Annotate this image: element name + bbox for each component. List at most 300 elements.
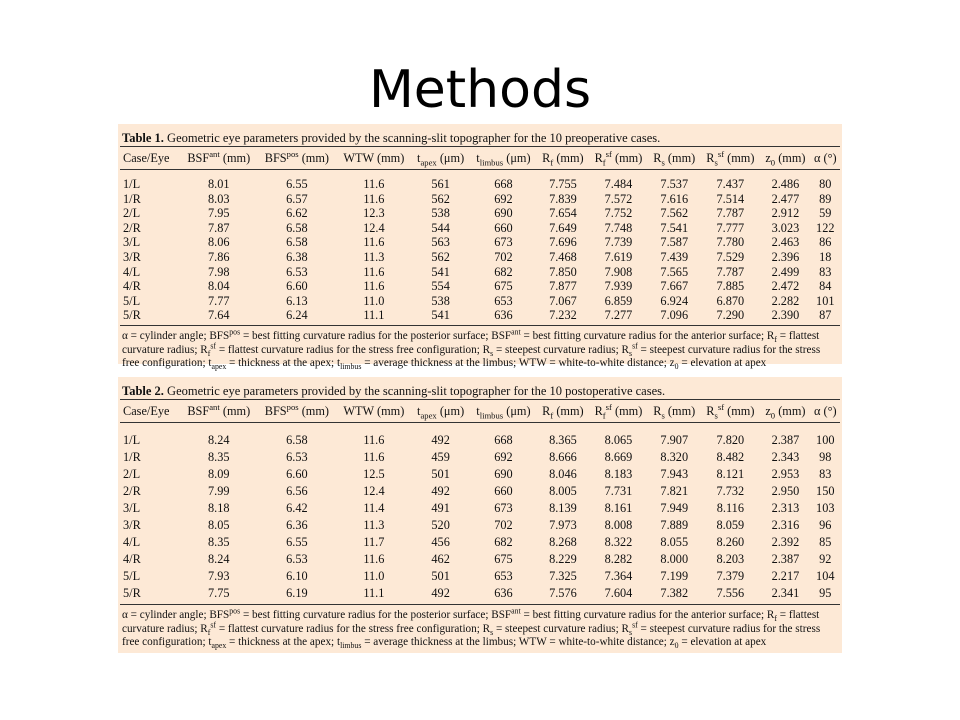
footnote-text: limbus — [340, 362, 362, 372]
table-row — [120, 534, 840, 551]
table-cell: 7.529 — [716, 249, 745, 264]
table-cell: 673 — [494, 235, 513, 250]
table-row — [120, 221, 840, 236]
table-row — [120, 192, 840, 207]
table-cell: 7.889 — [660, 518, 689, 532]
table-cell: 12.5 — [363, 467, 385, 481]
table-cell: 2.387 — [771, 552, 800, 566]
column-header-sup: sf — [605, 148, 612, 159]
footnote-text: sf — [632, 619, 638, 629]
table-cell: 6.38 — [286, 249, 308, 264]
table-cell: 6.36 — [286, 518, 308, 532]
table-cell: 7.75 — [180, 585, 257, 605]
table-cell: 11.6 — [363, 450, 385, 464]
table-cell: 2/R — [123, 220, 141, 235]
footnote-text: = flattest curvature radius; R — [122, 329, 820, 356]
table-cell: 7.98 — [207, 264, 230, 279]
table-cell: 7.437 — [716, 177, 745, 191]
table-cell: 11.7 — [363, 535, 385, 549]
column-header-base: t — [417, 151, 421, 165]
column-header-base: z — [765, 404, 771, 418]
column-header-sup: ant — [209, 401, 220, 412]
column-header — [336, 400, 411, 423]
table-cell: 12.3 — [363, 206, 385, 221]
column-header-unit: (μm) — [439, 404, 465, 418]
column-header-base: BSF — [187, 404, 210, 418]
footnote-text: apex — [211, 362, 227, 372]
table-cell: 80 — [819, 177, 832, 191]
table-cell: 2.912 — [771, 206, 800, 221]
column-header — [257, 147, 336, 170]
column-header-sub: s — [661, 157, 665, 168]
table-cell: 7.850 — [549, 264, 577, 279]
table-row — [120, 279, 840, 294]
table-cell: 8.24 — [207, 433, 230, 447]
table-cell: 7.739 — [604, 235, 633, 250]
table-caption-text: Geometric eye parameters provided by the scanning-slit topographer for the 10 postoperative cases. — [167, 384, 666, 398]
footnote-text: = flattest curvature radius for the stress free configuration; R — [216, 343, 491, 356]
table-cell: 7.649 — [549, 220, 577, 235]
table-cell: 653 — [494, 569, 513, 583]
table-cell: 83 — [819, 467, 832, 481]
table-row — [120, 449, 840, 466]
table-cell: 7.943 — [660, 467, 689, 481]
table-cell: 8.229 — [549, 552, 577, 566]
table-row — [120, 235, 840, 250]
table-cell: 6.859 — [604, 293, 633, 308]
table-row — [120, 500, 840, 517]
column-header-base: t — [476, 151, 480, 165]
table-cell: 11.6 — [363, 177, 385, 191]
table-cell: 1/R — [123, 450, 141, 464]
footnote-text: ant — [511, 606, 521, 616]
table-cell: 7.93 — [207, 569, 230, 583]
table-cell: 8.116 — [716, 501, 744, 515]
column-header — [760, 400, 810, 423]
table-cell: 7.325 — [549, 569, 577, 583]
column-header — [470, 400, 537, 423]
table-cell: 702 — [494, 249, 513, 264]
table-cell: 7.468 — [549, 249, 577, 264]
column-header-base: WTW (mm) — [343, 404, 405, 418]
table-cell: 11.6 — [363, 433, 385, 447]
table-cell: 11.1 — [336, 585, 411, 605]
table-cell: 7.877 — [549, 279, 577, 294]
table-cell: 2.953 — [771, 467, 800, 481]
table-cell: 702 — [494, 518, 513, 532]
table-row — [120, 585, 840, 605]
footnote-text: = steepest curvature radius for the stress free configuration; t — [122, 343, 821, 370]
table-cell: 660 — [494, 220, 513, 235]
table-cell: 3/R — [123, 249, 141, 264]
table-cell: 7.232 — [537, 308, 589, 325]
column-header-unit: (mm) — [667, 404, 696, 418]
table-cell: 538 — [431, 206, 450, 221]
table-cell: 492 — [431, 484, 450, 498]
table-cell: 492 — [411, 585, 470, 605]
column-header-base: R — [706, 151, 715, 165]
footnote-text: f — [207, 348, 211, 358]
table-cell: 8.320 — [660, 450, 689, 464]
table-cell: 8.000 — [660, 552, 689, 566]
footnote-text: sf — [210, 340, 217, 350]
table-cell: 7.654 — [549, 206, 577, 221]
column-header — [411, 147, 470, 170]
table-cell: 7.907 — [660, 433, 689, 447]
table-cell: 7.562 — [660, 206, 689, 221]
table-cell: 6.55 — [286, 177, 308, 191]
table-cell: 8.05 — [207, 518, 230, 532]
column-header — [589, 147, 648, 170]
column-header-base: BFS — [264, 151, 287, 165]
table-cell: 6.60 — [286, 467, 308, 481]
column-header-sub: 0 — [770, 157, 776, 168]
table-cell: 6.55 — [286, 535, 308, 549]
table-cell: 2.341 — [760, 585, 810, 605]
table-cell: 2/R — [123, 484, 141, 498]
table-cell: 11.4 — [363, 501, 385, 515]
column-header-unit: (mm) — [667, 151, 696, 165]
table-row — [120, 483, 840, 500]
column-header-unit: (mm) — [301, 151, 330, 165]
column-header-sub: limbus — [479, 410, 504, 421]
column-header-base: Case/Eye — [123, 151, 170, 165]
table-row — [120, 466, 840, 483]
table-cell: 7.604 — [589, 585, 648, 605]
column-header-base: R — [653, 404, 662, 418]
table-cell: 7.752 — [604, 206, 633, 221]
table-cell: 6.53 — [286, 552, 308, 566]
table-cell: 7.290 — [700, 308, 760, 325]
table-cell: 7.067 — [549, 293, 577, 308]
table-cell: 554 — [431, 279, 450, 294]
table-cell: 6.24 — [257, 308, 336, 325]
table-cell: 11.0 — [363, 293, 385, 308]
table-cell: 8.01 — [207, 177, 230, 191]
table-cell: 456 — [431, 535, 450, 549]
table-cell: 7.439 — [660, 249, 689, 264]
column-header-unit: (mm) — [614, 404, 643, 418]
table-row — [120, 308, 840, 325]
table-cell: 8.669 — [604, 450, 633, 464]
table-cell: 11.3 — [363, 518, 385, 532]
table-cell: 6.13 — [286, 293, 308, 308]
table-cell: 6.42 — [286, 501, 308, 515]
table-cell: 8.09 — [207, 467, 230, 481]
table-cell: 7.885 — [716, 279, 745, 294]
table-cell: 7.95 — [207, 206, 230, 221]
table-cell: 8.260 — [716, 535, 745, 549]
table-cell: 7.87 — [207, 220, 230, 235]
table-row — [120, 170, 840, 192]
table-cell: 11.0 — [363, 569, 385, 583]
table-cell: 2.486 — [771, 177, 800, 191]
table-cell: 8.03 — [207, 191, 230, 206]
table-cell: 8.282 — [604, 552, 633, 566]
table-footnote — [118, 605, 842, 650]
table-cell: 692 — [494, 191, 513, 206]
table-cell: 7.755 — [549, 177, 577, 191]
column-header-sub: s — [661, 410, 665, 421]
table-cell: 6.870 — [716, 293, 745, 308]
parameters-table — [120, 147, 840, 326]
table-cell: 18 — [819, 249, 832, 264]
column-header-sub: f — [602, 410, 606, 421]
table-cell: 7.820 — [716, 433, 745, 447]
table-cell: 95 — [811, 585, 840, 605]
table-cell: 690 — [494, 206, 513, 221]
column-header — [336, 147, 411, 170]
table-cell: 675 — [494, 279, 513, 294]
footnote-text: s — [629, 627, 633, 637]
table-cell: 84 — [819, 279, 832, 294]
column-header — [120, 400, 180, 423]
column-header — [811, 400, 840, 423]
table-cell: 2.499 — [771, 264, 800, 279]
table-cell: 636 — [470, 308, 537, 325]
table-cell: 7.576 — [537, 585, 589, 605]
column-header-sup: sf — [717, 148, 725, 159]
table-cell: 8.055 — [660, 535, 689, 549]
footnote-text: sf — [210, 619, 217, 629]
column-header — [180, 147, 257, 170]
table-cell: 8.365 — [549, 433, 577, 447]
table-cell: 491 — [431, 501, 450, 515]
table-cell: 2/L — [123, 206, 141, 221]
table-cell: 562 — [431, 249, 450, 264]
table-row — [120, 294, 840, 309]
table-cell: 85 — [819, 535, 832, 549]
table-label: Table 1. — [122, 131, 164, 145]
table-cell: 682 — [494, 264, 513, 279]
column-header — [589, 400, 648, 423]
table-cell: 541 — [431, 264, 450, 279]
table-row — [120, 568, 840, 585]
table-cell: 92 — [819, 552, 832, 566]
table-cell: 8.005 — [549, 484, 577, 498]
column-header — [648, 147, 700, 170]
table-cell: 7.780 — [716, 235, 745, 250]
table-cell: 1/R — [123, 191, 141, 206]
footnote-text: limbus — [340, 641, 362, 651]
table-cell: 7.787 — [716, 206, 745, 221]
table-cell: 690 — [494, 467, 513, 481]
table-cell: 100 — [816, 433, 835, 447]
column-header-base: α (°) — [813, 404, 837, 418]
column-header-unit: (mm) — [778, 404, 806, 418]
table-cell: 11.6 — [363, 279, 385, 294]
column-header-unit: (mm) — [614, 151, 643, 165]
footnote-text: = flattest curvature radius; R — [122, 609, 820, 635]
table-cell: 101 — [816, 293, 835, 308]
table-cell: 1/L — [123, 433, 141, 447]
table-cell: 8.482 — [716, 450, 745, 464]
table-row — [120, 265, 840, 280]
table-cell: 6.60 — [286, 279, 308, 294]
table-row — [120, 250, 840, 265]
column-header-sub: apex — [420, 157, 437, 168]
footnote-text: pos — [229, 606, 241, 616]
column-header — [648, 400, 700, 423]
footnote-text: = average thickness at the limbus; WTW = white-to-white distance; z — [361, 636, 675, 649]
column-header — [700, 400, 760, 423]
column-header-sub: f — [550, 157, 554, 168]
column-header-unit: (mm) — [556, 151, 584, 165]
table-cell: 7.616 — [660, 191, 689, 206]
table-cell: 7.787 — [716, 264, 745, 279]
table-1-panel — [118, 124, 842, 372]
column-header-unit: (mm) — [727, 151, 755, 165]
column-header-base: R — [542, 151, 551, 165]
table-cell: 3/R — [123, 518, 141, 532]
footnote-text: = steepest curvature radius; R — [493, 343, 630, 356]
table-cell: 11.6 — [363, 191, 385, 206]
table-caption-text: Geometric eye parameters provided by the scanning-slit topographer for the 10 preoperative cases. — [167, 131, 661, 145]
table-row — [120, 423, 840, 450]
footnote-text: f — [207, 627, 211, 637]
table-cell: 150 — [816, 484, 835, 498]
table-cell: 2.396 — [771, 249, 800, 264]
table-cell: 83 — [819, 264, 832, 279]
column-header-unit: (mm) — [222, 404, 251, 418]
footnote-text: s — [490, 627, 494, 637]
table-cell: 541 — [411, 308, 470, 325]
table-cell: 7.199 — [660, 569, 689, 583]
column-header — [257, 400, 336, 423]
footnote-text: = best fitting curvature radius for the posterior surface; BSF — [240, 329, 512, 342]
table-cell: 563 — [431, 235, 450, 250]
table-cell: 668 — [494, 177, 513, 191]
footnote-text: s — [629, 348, 633, 358]
table-cell: 8.183 — [604, 467, 633, 481]
footnote-text: 0 — [674, 362, 679, 372]
table-cell: 1/L — [123, 177, 141, 191]
footnote-text: = best fitting curvature radius for the anterior surface; R — [520, 609, 775, 621]
table-cell: 2/L — [123, 467, 141, 481]
parameters-table — [120, 400, 840, 605]
table-cell: 8.046 — [549, 467, 577, 481]
column-header-unit: (μm) — [506, 404, 531, 418]
table-cell: 7.572 — [604, 191, 633, 206]
column-header-base: Case/Eye — [123, 404, 170, 418]
table-cell: 2.313 — [771, 501, 800, 515]
table-cell: 7.949 — [660, 501, 689, 515]
table-cell: 7.667 — [660, 279, 689, 294]
column-header-sub: f — [602, 157, 606, 168]
footnote-text: sf — [632, 340, 638, 350]
table-cell: 636 — [470, 585, 537, 605]
table-cell: 103 — [816, 501, 835, 515]
column-header — [537, 400, 589, 423]
column-header-base: R — [706, 404, 715, 418]
column-header-sub: s — [714, 157, 718, 168]
column-header-sub: limbus — [479, 157, 504, 168]
table-cell: 12.4 — [363, 220, 385, 235]
table-caption — [118, 124, 842, 146]
column-header-sup: ant — [209, 148, 220, 159]
table-cell: 11.3 — [363, 249, 385, 264]
table-cell: 8.268 — [549, 535, 577, 549]
table-cell: 6.58 — [286, 220, 308, 235]
column-header-unit: (mm) — [301, 404, 330, 418]
column-header-base: R — [594, 151, 603, 165]
footnote-text: = best fitting curvature radius for the posterior surface; BSF — [240, 609, 512, 621]
footnote-text: = flattest curvature radius for the stress free configuration; R — [216, 622, 491, 635]
table-cell: 7.777 — [716, 220, 745, 235]
column-header-sup: pos — [286, 148, 299, 159]
table-cell: 4/L — [123, 264, 141, 279]
table-cell: 7.696 — [549, 235, 577, 250]
table-cell: 462 — [431, 552, 450, 566]
column-header — [537, 147, 589, 170]
table-cell: 7.821 — [660, 484, 689, 498]
column-header-sub: apex — [420, 410, 437, 421]
column-header-unit: (μm) — [439, 151, 465, 165]
table-cell: 8.35 — [207, 535, 230, 549]
table-cell: 2.472 — [771, 279, 800, 294]
table-cell: 6.57 — [286, 191, 308, 206]
table-cell: 7.379 — [716, 569, 745, 583]
table-cell: 692 — [494, 450, 513, 464]
table-cell: 6.62 — [286, 206, 308, 221]
table-cell: 8.139 — [549, 501, 577, 515]
table-cell: 8.06 — [207, 235, 230, 250]
footnote-text: = elevation at apex — [678, 357, 767, 370]
table-cell: 7.382 — [648, 585, 700, 605]
table-cell: 8.121 — [716, 467, 745, 481]
table-cell: 8.24 — [207, 552, 230, 566]
table-cell: 7.732 — [716, 484, 745, 498]
table-cell: 7.619 — [604, 249, 633, 264]
slide-title: Methods — [368, 60, 592, 120]
table-cell: 562 — [431, 191, 450, 206]
table-cell: 501 — [431, 467, 450, 481]
table-cell: 2.477 — [771, 191, 800, 206]
table-cell: 4/R — [123, 552, 141, 566]
column-header — [120, 147, 180, 170]
column-header-unit: (μm) — [506, 151, 531, 165]
table-cell: 538 — [431, 293, 450, 308]
table-cell: 6.19 — [257, 585, 336, 605]
table-cell: 682 — [494, 535, 513, 549]
table-caption — [118, 377, 842, 399]
table-row — [120, 551, 840, 568]
table-cell: 7.541 — [660, 220, 689, 235]
column-header-sub: f — [550, 410, 554, 421]
table-cell: 87 — [811, 308, 840, 325]
footnote-text: α = cylinder angle; BFS — [122, 609, 230, 621]
footnote-text: = thickness at the apex; t — [226, 357, 341, 370]
column-header-base: R — [594, 404, 603, 418]
table-cell: 59 — [819, 206, 832, 221]
table-cell: 104 — [816, 569, 835, 583]
column-header-base: R — [653, 151, 662, 165]
table-cell: 7.556 — [700, 585, 760, 605]
table-cell: 7.77 — [207, 293, 230, 308]
table-cell: 6.58 — [286, 235, 308, 250]
column-header-base: BFS — [264, 404, 287, 418]
header-row — [120, 400, 840, 423]
table-cell: 7.096 — [648, 308, 700, 325]
table-cell: 8.059 — [716, 518, 745, 532]
table-cell: 653 — [494, 293, 513, 308]
table-cell: 544 — [431, 220, 450, 235]
table-cell: 8.35 — [207, 450, 230, 464]
header-row — [120, 147, 840, 170]
table-cell: 8.203 — [716, 552, 745, 566]
table-cell: 8.666 — [549, 450, 577, 464]
column-header-base: WTW (mm) — [343, 151, 405, 165]
